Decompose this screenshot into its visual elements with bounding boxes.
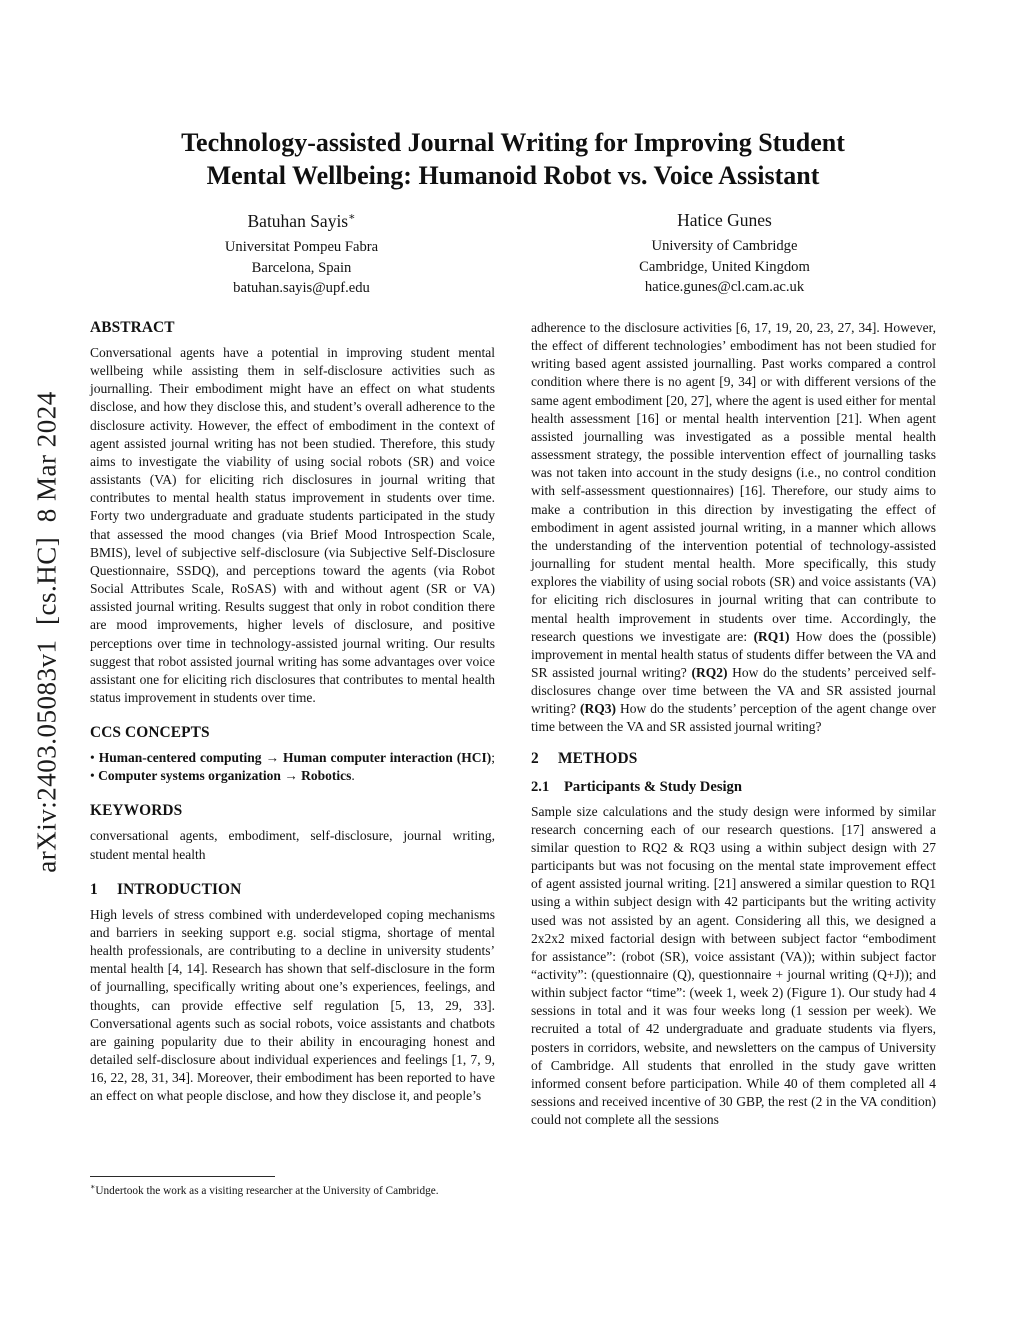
author-name — [90, 210, 513, 232]
paper-title-line1: Technology-assisted Journal Writing for Improving Student — [181, 128, 845, 157]
author-location: Barcelona, Spain — [251, 259, 352, 276]
author-name-text: Hatice Gunes — [677, 210, 772, 231]
right-paragraph-1: adherence to the disclosure activities [6, 17, 19, 20, 23, 27, 34]. However, the effect of different technologies’ embodiment has not been studied for writing based agent assisted journalling. Past works compared a control condition where there is no agent [9, 34] or with different versions of the same agent embodiment [20, 27], where the agent is used either for mental health assessment [16] or mental health intervention [21]. When agent assisted journalling was investigated as a possible mental health assessment strategy, the possible intervention effect of journalling tasks was not taken into account in the study designs (i.e., no control condition with self-assessment questionnaires) [16]. Therefore, our study aims to make a contribution in this direction by investigating the effect of embodiment in agent assisted journal writing, in a manner which allows the understanding of the intervention potential of technology-assisted journalling for student mental health. More specifically, this study explores the viability of using social robots (SR) and voice assistants (VA) for eliciting rich disclosures in journal writing that can contribute to mental health improvement in students over time. Accordingly, the research questions we investigate are: (RQ1) How does the (possible) improvement in mental health status of students differ between the VA and SR assisted journal writing? (RQ2) How do the students’ perceived self-disclosures change over time between the VA and SR assisted journal writing? (RQ3) How do the students’ perception of the agent change over time between the VA and SR assisted journal writing? — [531, 320, 936, 735]
author-affiliation: University of Cambridge — [651, 238, 798, 255]
participants-text: Sample size calculations and the study design were informed by similar research concerning each of our research questions. [17] answered a similar question to RQ2 & RQ3 using a within subject design with 27 participants but was not focusing on the mental state improvement effect of agent assisted journal writing. [21] answered a similar question to RQ1 using a within subject design with 42 participants but the writing activity used was not assisted by an agent. Considering all this, we designed a 2x2x2 mixed factorial design with between subject factor “embodiment for assistance”: (robot (SR), voice assistant (VA)); within subject factor “activity”: (questionnaire (Q), questionnaire + journal writing (Q+J)); and within subject factor “time”: (week 1, week 2) (Figure 1). Our study had 4 sessions in total and it was four weeks long (1 session per week). We recruited a total of 42 undergraduate and graduate students via flyers, posters in corridors, website, and newsletters on the campus of University of Cambridge. All students that enrolled in the study gave written informed consent before participation. While 40 of them completed all 4 sessions and received incentive of 30 GBP, the rest (2 in the VA condition) could not complete all the sessions — [531, 803, 936, 1128]
paper-title-line2: Mental Wellbeing: Humanoid Robot vs. Voice Assistant — [206, 161, 820, 191]
author-email: hatice.gunes@cl.cam.ac.uk — [644, 279, 805, 296]
ccs-text: • Human-centered computing → Human computer interaction (HCI); • Computer systems organization → Robotics. — [90, 750, 495, 784]
subsection-label: Participants & Study Design — [564, 778, 742, 795]
footnote — [90, 1182, 495, 1199]
author-location: Cambridge, United Kingdom — [639, 258, 810, 275]
right-column — [531, 319, 936, 1199]
methods-heading — [531, 750, 936, 768]
paper-title — [90, 126, 936, 192]
section-number: 2 — [531, 749, 539, 767]
keywords-heading: KEYWORDS — [90, 802, 183, 820]
author-mark: ∗ — [348, 211, 356, 224]
left-column — [90, 319, 495, 1199]
section-label: METHODS — [558, 749, 638, 767]
footnote-block — [90, 1162, 495, 1199]
section-label: INTRODUCTION — [117, 880, 242, 898]
author-email: batuhan.sayis@upf.edu — [233, 280, 370, 297]
paper-content — [90, 0, 936, 1199]
subsection-number: 2.1 — [531, 778, 550, 795]
introduction-text: High levels of stress combined with underdeveloped coping mechanisms and barriers in seeking support e.g. social stigma, shortage of mental health professionals, are contributing to a decline in university students’ mental health [4, 14]. Research has shown that self-disclosure in the form of journalling, specifically writing about one’s experiences, feelings, and thoughts, can provide effective self regulation [5, 13, 29, 33]. Conversational agents such as social robots, voice assistants and chatbots are gaining popularity due to their ability in encouraging honest and detailed self-disclosure about individual experiences and feelings [1, 7, 9, 16, 22, 28, 31, 34]. Moreover, their embodiment has been reported to have an effect on what people disclose, and how they disclose it, and people’s — [90, 906, 495, 1104]
author-name — [513, 210, 936, 231]
footnote-text: Undertook the work as a visiting researcher at the University of Cambridge. — [95, 1184, 439, 1197]
author-block-2 — [513, 210, 936, 299]
author-block-1 — [90, 210, 513, 299]
author-section — [90, 210, 936, 299]
abstract-text: Conversational agents have a potential in improving student mental wellbeing while assisting them in self-disclosure activities such as journalling. Their embodiment might have an effect on what students disclose, and how they disclose this, and student’s overall adherence to the disclosure activity. However, the effect of embodiment in the context of agent assisted journal writing has not been studied. Therefore, this study aims to investigate the viability of using social robots (SR) and voice assistants (VA) for eliciting rich disclosures in journal writing that contributes to mental health status improvement in students over time. Forty two undergraduate and graduate students participated in the study that assessed the mood changes (via Brief Mood Introspection Scale, BMIS), level of subjective self-disclosure (via Subjective Self-Disclosure Questionnaire, SSDQ), and perceptions toward the agents (via Robot Social Attributes Scale, RoSAS) with and without agent (SR or VA) assisted journal writing. Results suggest that only in robot condition there are mood improvements, higher levels of disclosure, and positive perceptions over time in technology-assisted journal writing. Our results suggest that robot assisted journal writing has some advantages over voice assistant one for eliciting rich disclosures that contributes to mental health status improvement in students over time. — [90, 345, 495, 705]
keywords-text: conversational agents, embodiment, self-disclosure, journal writing, student mental health — [90, 828, 495, 862]
two-column-body — [90, 319, 936, 1199]
participants-heading — [531, 779, 936, 796]
author-name-text: Batuhan Sayis — [247, 210, 349, 231]
author-affiliation: Universitat Pompeu Fabra — [224, 238, 379, 255]
footnote-rule — [90, 1176, 275, 1177]
arxiv-watermark: arXiv:2403.05083v1 [cs.HC] 8 Mar 2024 — [31, 391, 62, 873]
footnote-marker: ∗ — [90, 1182, 96, 1191]
section-number: 1 — [90, 880, 98, 898]
ccs-heading: CCS CONCEPTS — [90, 724, 210, 742]
abstract-heading: ABSTRACT — [90, 319, 175, 337]
introduction-heading — [90, 881, 495, 899]
